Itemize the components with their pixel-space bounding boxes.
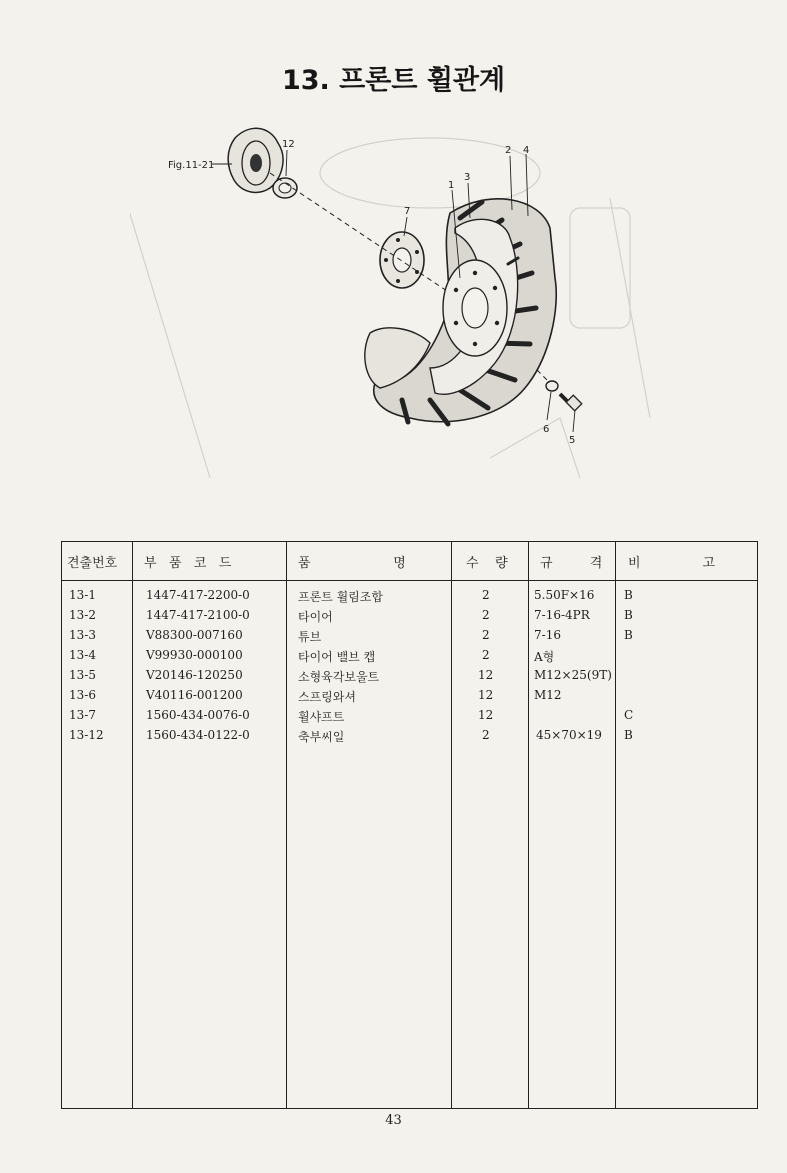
cell-part-number: 13-4	[69, 648, 96, 662]
spring-washer-part	[546, 381, 558, 391]
header-spec: 규 격	[540, 556, 603, 571]
callout-5: 5	[569, 435, 576, 446]
cell-part-code: 1560-434-0076-0	[146, 708, 250, 722]
cell-part-name: 튜브	[298, 630, 322, 644]
figure-reference-label: Fig.11-21	[168, 160, 215, 171]
cell-remark: C	[624, 708, 634, 722]
cell-part-number: 13-5	[69, 668, 96, 682]
cell-quantity: 2	[482, 608, 490, 622]
cell-spec: A형	[534, 650, 555, 664]
cell-part-number: 13-7	[69, 708, 96, 722]
cell-part-number: 13-6	[69, 688, 96, 702]
callout-4: 4	[523, 145, 530, 156]
callout-3: 3	[464, 172, 471, 183]
column-divider	[132, 542, 133, 1108]
cell-quantity: 2	[482, 728, 490, 742]
callout-12: 12	[282, 139, 295, 150]
cell-spec: M12×25(9T)	[534, 668, 612, 682]
header-quantity: 수 량	[466, 556, 508, 571]
cell-quantity: 12	[478, 668, 494, 682]
callout-2: 2	[505, 145, 512, 156]
cell-part-name: 축부씨일	[298, 730, 345, 744]
cell-remark: B	[624, 608, 633, 622]
cell-quantity: 12	[478, 688, 494, 702]
parts-table	[61, 541, 758, 1109]
cell-part-number: 13-12	[69, 728, 104, 742]
cell-remark: B	[624, 628, 633, 642]
cell-quantity: 12	[478, 708, 494, 722]
cell-part-code: V40116-001200	[146, 688, 243, 702]
cell-spec: 7-16-4PR	[534, 608, 590, 622]
cell-part-code: 1560-434-0122-0	[146, 728, 250, 742]
page-title: 13. 프론트 휠관계	[281, 65, 506, 96]
header-divider	[62, 580, 757, 581]
header-part-number: 견출번호	[67, 556, 118, 571]
column-divider	[528, 542, 529, 1108]
header-remark: 비 고	[628, 556, 716, 571]
cell-part-name: 프론트 휠림조합	[298, 590, 383, 604]
wheel-shaft-flange-part	[380, 232, 424, 288]
cell-part-name: 소형육각보울트	[298, 670, 380, 684]
cell-part-code: V20146-120250	[146, 668, 243, 682]
cell-part-name: 휠샤프트	[298, 710, 345, 724]
cell-part-name: 타이어 밸브 캡	[298, 650, 376, 664]
cell-part-code: 1447-417-2200-0	[146, 588, 250, 602]
cell-part-code: V99930-000100	[146, 648, 243, 662]
cell-quantity: 2	[482, 648, 490, 662]
cell-spec: 5.50F×16	[534, 588, 595, 602]
cell-part-number: 13-3	[69, 628, 96, 642]
callout-6: 6	[543, 424, 550, 435]
header-part-name: 품 명	[298, 556, 406, 571]
cell-remark: B	[624, 728, 633, 742]
column-divider	[451, 542, 452, 1108]
cell-part-code: 1447-417-2100-0	[146, 608, 250, 622]
page-number: 43	[385, 1113, 402, 1128]
cell-part-name: 스프링와셔	[298, 690, 356, 704]
bleed-through-ghost	[130, 138, 650, 478]
cell-part-code: V88300-007160	[146, 628, 243, 642]
column-divider	[286, 542, 287, 1108]
cell-spec: M12	[534, 688, 562, 702]
cell-part-name: 타이어	[298, 610, 333, 624]
exploded-parts-diagram	[130, 118, 690, 518]
header-part-code: 부 품 코 드	[144, 556, 232, 571]
hex-bolt-part	[560, 394, 582, 411]
column-divider	[615, 542, 616, 1108]
callout-7: 7	[404, 206, 411, 217]
cell-spec: 7-16	[534, 628, 561, 642]
cell-spec: 45×70×19	[536, 728, 602, 742]
cell-quantity: 2	[482, 588, 490, 602]
cell-part-number: 13-2	[69, 608, 96, 622]
cell-part-number: 13-1	[69, 588, 96, 602]
cell-quantity: 2	[482, 628, 490, 642]
callout-1: 1	[448, 180, 455, 191]
cell-remark: B	[624, 588, 633, 602]
